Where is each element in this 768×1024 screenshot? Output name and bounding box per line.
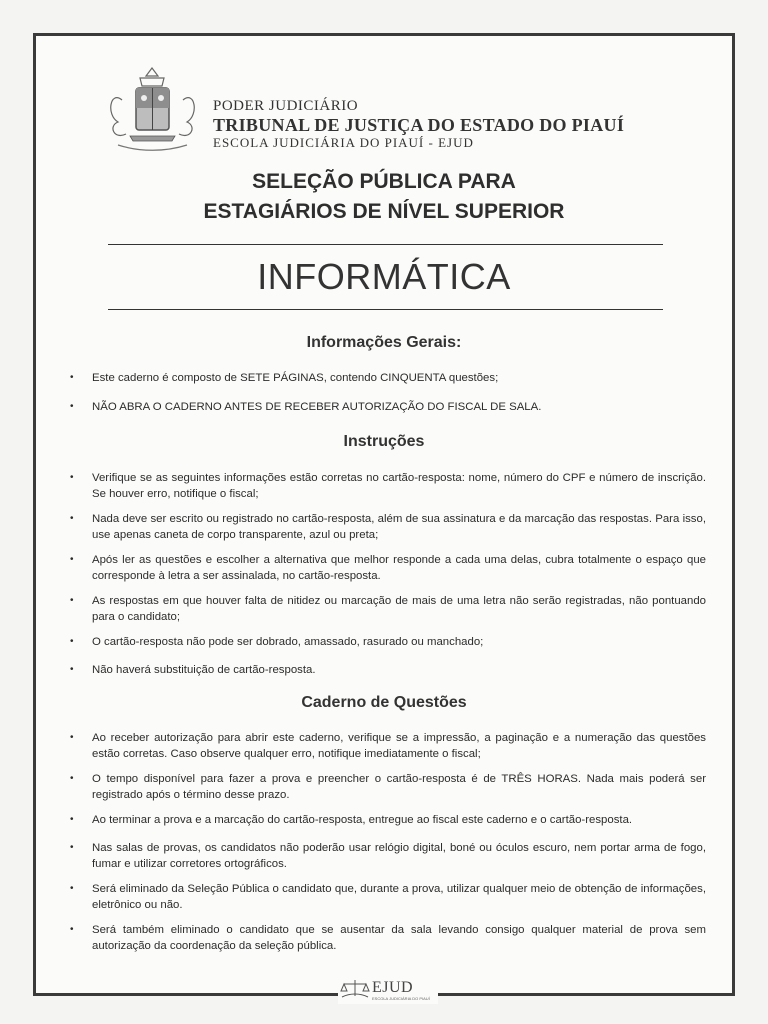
list-item: • Não haverá substituição de cartão-resposta. [70, 662, 706, 678]
institution-name [213, 98, 624, 151]
list-item: • Será também eliminado o candidato que se ausentar da sala levando consigo qualquer material de prova sem autorização da coordenação da seleção pública. [70, 922, 706, 954]
coat-of-arms-icon [100, 60, 205, 155]
org-line-2: TRIBUNAL DE JUSTIÇA DO ESTADO DO PIAUÍ [213, 115, 625, 135]
list-item: • Este caderno é composto de SETE PÁGINAS, contendo CINQUENTA questões; [70, 370, 706, 386]
ejud-logo-subtext: ESCOLA JUDICIÁRIA DO PIAUÍ [372, 996, 430, 1001]
list-item: • NÃO ABRA O CADERNO ANTES DE RECEBER AUTORIZAÇÃO DO FISCAL DE SALA. [70, 399, 706, 415]
title-line-2: ESTAGIÁRIOS DE NÍVEL SUPERIOR [203, 200, 565, 223]
list-item: • As respostas em que houver falta de nitidez ou marcação de mais de uma letra não serão registradas, não pontuando para o candidato; [70, 593, 706, 625]
instructions-list [70, 470, 706, 678]
list-item: • Nas salas de provas, os candidatos não poderão usar relógio digital, boné ou óculos escuro, nem portar arma de fogo, fumar e utilizar corretores ortográficos. [70, 840, 706, 872]
section-heading-general: Informações Gerais: [306, 334, 462, 351]
footer-logo [338, 974, 438, 1004]
scales-of-justice-icon [340, 978, 370, 1000]
header [100, 60, 660, 160]
list-item: • Após ler as questões e escolher a alternativa que melhor responde a cada uma delas, cubra totalmente o espaço que corresponde à letra a ser assinalada, no cartão-resposta. [70, 552, 706, 584]
list-item: • Será eliminado da Seleção Pública o candidato que, durante a prova, utilizar qualquer meio de obtenção de informações, eletrônico ou não. [70, 881, 706, 913]
list-item: • Ao terminar a prova e a marcação do cartão-resposta, entregue ao fiscal este caderno e o cartão-resposta. [70, 812, 706, 828]
list-item: • Verifique se as seguintes informações estão corretas no cartão-resposta: nome, número do CPF e número de inscrição. Se houver erro, notifique o fiscal; [70, 470, 706, 502]
list-item: • O cartão-resposta não pode ser dobrado, amassado, rasurado ou manchado; [70, 634, 706, 650]
title-line-1: SELEÇÃO PÚBLICA PARA [252, 170, 516, 193]
list-item: • Ao receber autorização para abrir este caderno, verifique se a impressão, a paginação e a numeração das questões estão corretas. Caso observe qualquer erro, notifique imediatamente o fiscal; [70, 730, 706, 762]
general-info-list [70, 370, 706, 415]
list-item: • Nada deve ser escrito ou registrado no cartão-resposta, além de sua assinatura e da marcação das respostas. Para isso, use apenas caneta de corpo transparente, azul ou preta; [70, 511, 706, 543]
booklet-list [70, 730, 706, 954]
org-line-1: PODER JUDICIÁRIO [213, 98, 359, 114]
ejud-logo-text: EJUD [372, 979, 414, 996]
subject-title: INFORMÁTICA [257, 256, 511, 297]
divider-bottom [108, 309, 663, 310]
list-item: • O tempo disponível para fazer a prova e preencher o cartão-resposta é de TRÊS HORAS. Nada mais poderá ser registrado após o término desse prazo. [70, 771, 706, 803]
section-heading-booklet: Caderno de Questões [301, 694, 467, 711]
section-heading-instructions: Instruções [343, 433, 425, 450]
org-line-3: ESCOLA JUDICIÁRIA DO PIAUÍ - EJUD [213, 135, 474, 150]
divider-top [108, 244, 663, 245]
